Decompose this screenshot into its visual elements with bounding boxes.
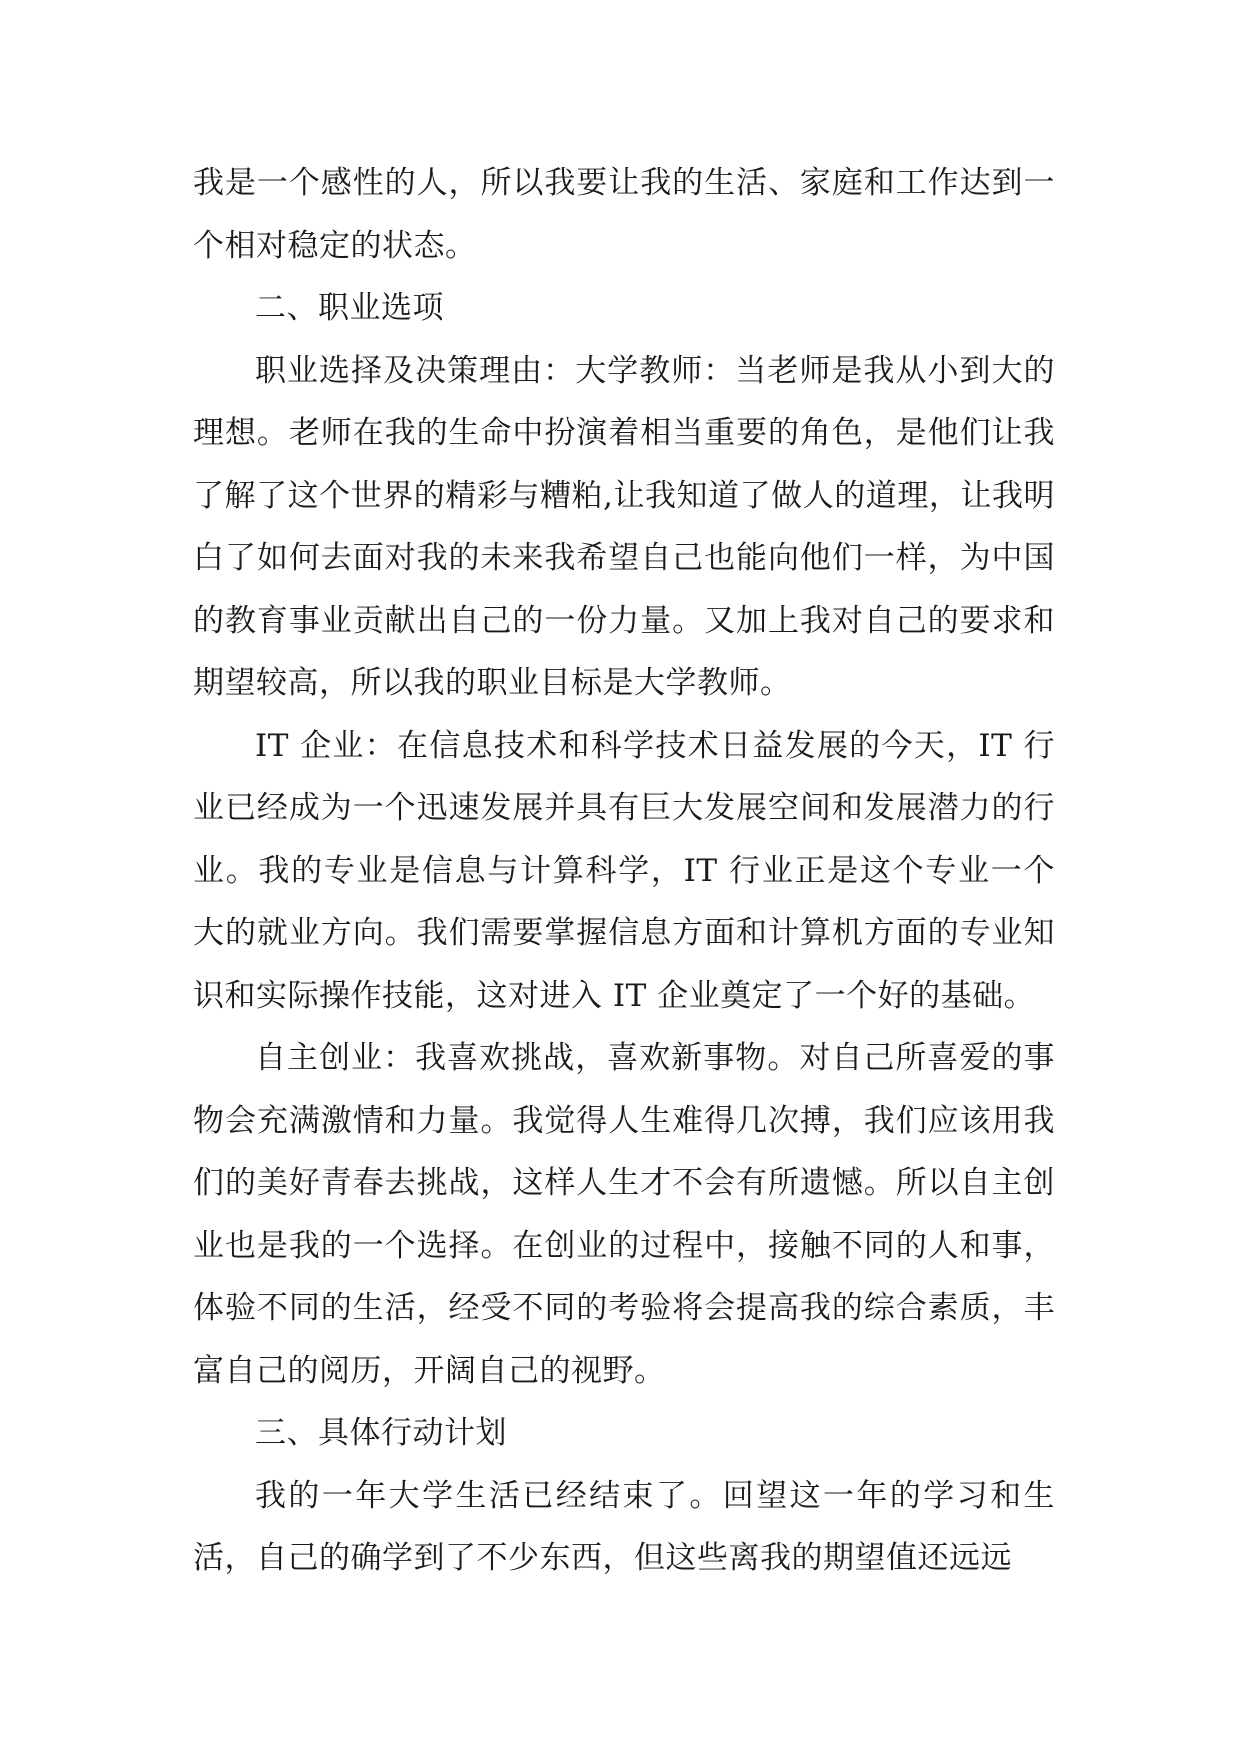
section-heading-career-options: 二、职业选项 [255, 290, 444, 326]
paragraph-action-plan-start: 我的一年大学生活已经结束了。回望这一年的学习和生活，自己的确学到了不少东西，但这些离我的期望值还远远 [193, 1477, 1055, 1576]
paragraph-university-teacher: 职业选择及决策理由：大学教师：当老师是我从小到大的理想。老师在我的生命中扮演着相当重要的角色，是他们让我了解了这个世界的精彩与糟粕,让我知道了做人的道理，让我明白了如何去面对我的未来我希望自己也能向他们一样，为中国的教育事业贡献出自己的一份力量。又加上我对自己的要求和期望较高，所以我的职业目标是大学教师。 [193, 352, 1055, 701]
paragraph-it-enterprise: IT 企业：在信息技术和科学技术日益发展的今天，IT 行业已经成为一个迅速发展并具有巨大发展空间和发展潜力的行业。我的专业是信息与计算科学，IT 行业正是这个专业一个大的就业方向。我们需要掌握信息方面和计算机方面的专业知识和实际操作技能，这对进入 IT 企业奠定了一个好的基础。 [193, 727, 1055, 1014]
document-body [193, 152, 1055, 1590]
paragraph-self-employment: 自主创业：我喜欢挑战，喜欢新事物。对自己所喜爱的事物会充满激情和力量。我觉得人生难得几次搏，我们应该用我们的美好青春去挑战，这样人生才不会有所遗憾。所以自主创业也是我的一个选择。在创业的过程中，接触不同的人和事，体验不同的生活，经受不同的考验将会提高我的综合素质，丰富自己的阅历，开阔自己的视野。 [193, 1040, 1055, 1389]
paragraph-intro-continuation: 我是一个感性的人，所以我要让我的生活、家庭和工作达到一个相对稳定的状态。 [193, 165, 1055, 264]
section-heading-action-plan: 三、具体行动计划 [255, 1415, 507, 1451]
